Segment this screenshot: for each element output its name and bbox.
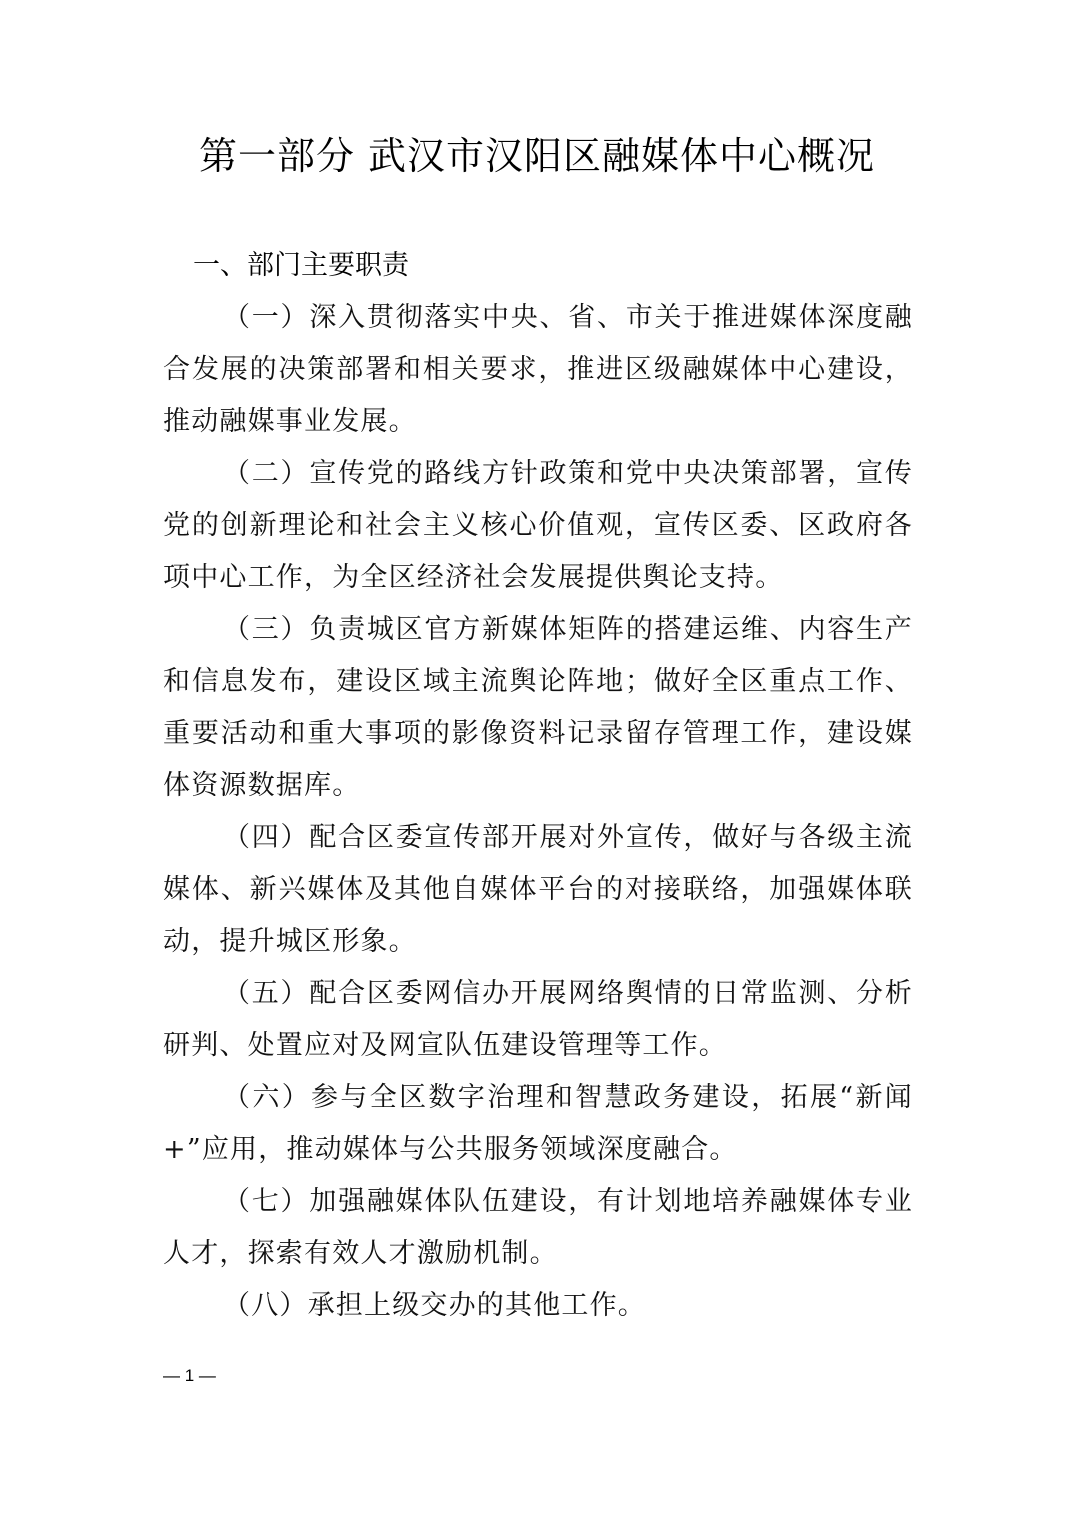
duties-list: [163, 292, 913, 1332]
duty-item-8: （八）承担上级交办的其他工作。: [223, 1290, 646, 1321]
duty-item-3: （三）负责城区官方新媒体矩阵的搭建运维、内容生产和信息发布，建设区域主流舆论阵地；做好全区重点工作、重要活动和重大事项的影像资料记录留存管理工作，建设媒体资源数据库。: [163, 614, 913, 801]
page-number: — 1 —: [163, 1366, 216, 1385]
duty-item-4: （四）配合区委宣传部开展对外宣传，做好与各级主流媒体、新兴媒体及其他自媒体平台的对接联络，加强媒体联动，提升城区形象。: [163, 822, 913, 957]
duty-item-6: （六）参与全区数字治理和智慧政务建设，拓展“新闻+”应用，推动媒体与公共服务领域深度融合。: [163, 1082, 913, 1165]
page-title: 第一部分 武汉市汉阳区融媒体中心概况: [198, 134, 876, 178]
duty-item-5: （五）配合区委网信办开展网络舆情的日常监测、分析研判、处置应对及网宣队伍建设管理等工作。: [163, 978, 913, 1061]
duty-item-2: （二）宣传党的路线方针政策和党中央决策部署，宣传党的创新理论和社会主义核心价值观，宣传区委、区政府各项中心工作，为全区经济社会发展提供舆论支持。: [163, 458, 913, 593]
duty-item-1: （一）深入贯彻落实中央、省、市关于推进媒体深度融合发展的决策部署和相关要求，推进区级融媒体中心建设，推动融媒事业发展。: [163, 302, 913, 437]
section-heading-main-duties: 一、部门主要职责: [193, 250, 409, 281]
duty-item-7: （七）加强融媒体队伍建设，有计划地培养融媒体专业人才，探索有效人才激励机制。: [163, 1186, 913, 1269]
